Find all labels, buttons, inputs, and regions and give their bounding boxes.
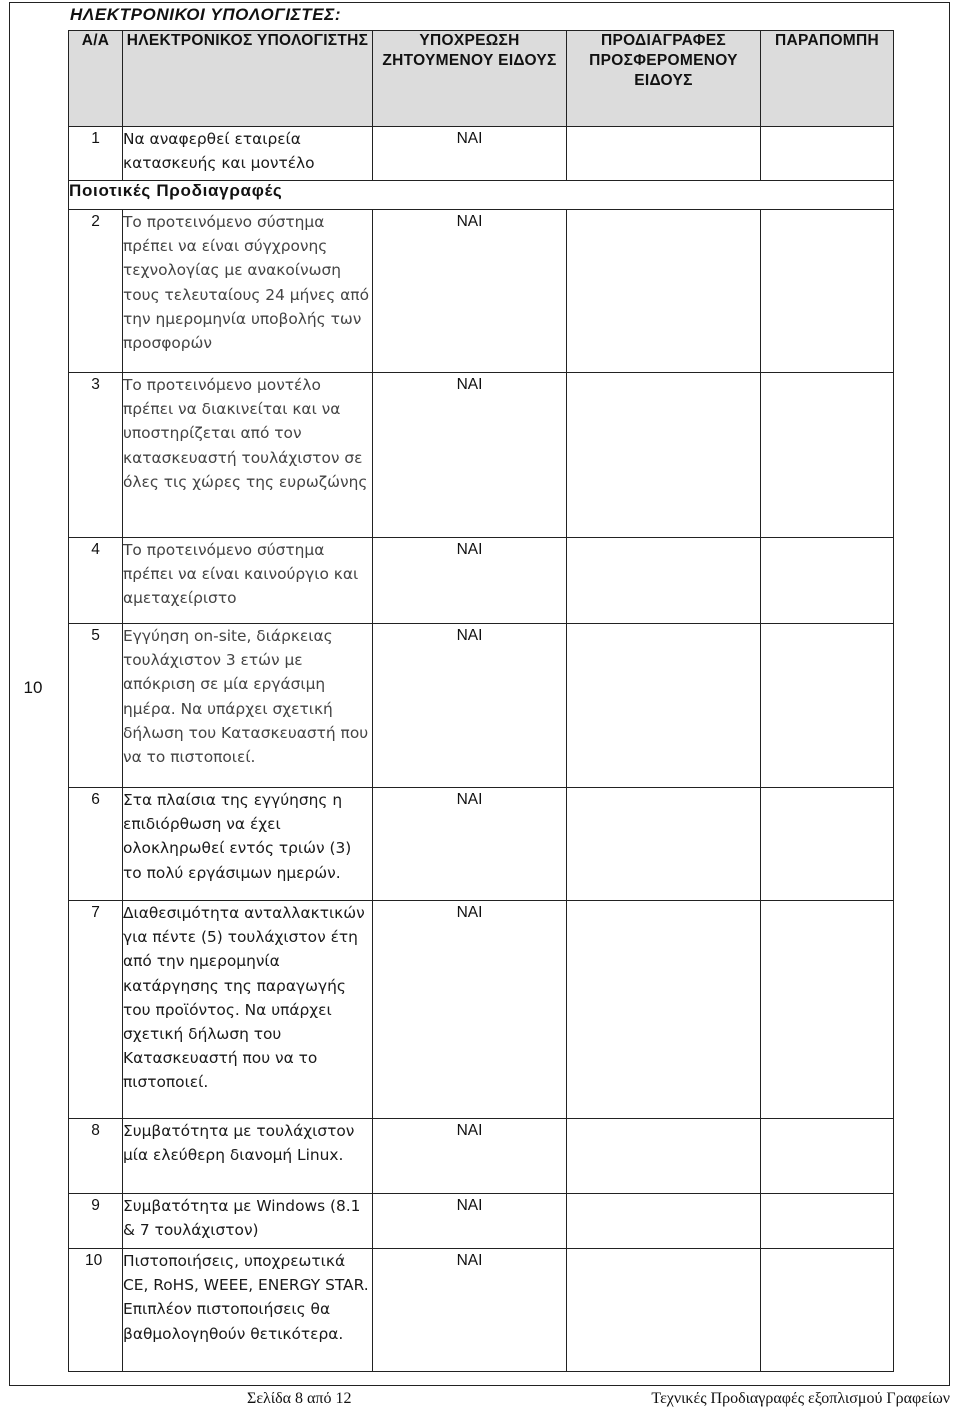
row-number: 5 bbox=[69, 624, 123, 788]
row-required-value: ΝΑΙ bbox=[373, 127, 567, 181]
header-required: ΥΠΟΧΡΕΩΣΗ ΖΗΤΟΥΜΕΝΟΥ ΕΙΔΟΥΣ bbox=[373, 31, 567, 127]
specifications-table bbox=[68, 30, 894, 1372]
header-offered: ΠΡΟΔΙΑΓΡΑΦΕΣ ΠΡΟΣΦΕΡΟΜΕΝΟΥ ΕΙΔΟΥΣ bbox=[567, 31, 761, 127]
row-number: 8 bbox=[69, 1119, 123, 1194]
row-offered-cell bbox=[567, 538, 761, 624]
row-description: Πιστοποιήσεις, υποχρεωτικά CE, RoHS, WEEE, ENERGY STAR. Επιπλέον πιστοποιήσεις θα βαθμολογηθούν θετικότερα. bbox=[123, 1249, 373, 1372]
row-offered-cell bbox=[567, 901, 761, 1119]
row-reference-cell bbox=[761, 901, 894, 1119]
section-title: Ποιοτικές Προδιαγραφές bbox=[69, 181, 894, 210]
row-description: Συμβατότητα με τουλάχιστον μία ελεύθερη διανομή Linux. bbox=[123, 1119, 373, 1194]
row-number: 6 bbox=[69, 788, 123, 901]
section-row bbox=[69, 181, 894, 210]
row-description: Συμβατότητα με Windows (8.1 & 7 τουλάχιστον) bbox=[123, 1194, 373, 1249]
table-row bbox=[69, 1249, 894, 1372]
row-offered-cell bbox=[567, 624, 761, 788]
row-reference-cell bbox=[761, 624, 894, 788]
row-reference-cell bbox=[761, 210, 894, 373]
row-required-value: ΝΑΙ bbox=[373, 538, 567, 624]
row-reference-cell bbox=[761, 1119, 894, 1194]
table-row bbox=[69, 127, 894, 181]
row-number: 10 bbox=[69, 1249, 123, 1372]
table-row bbox=[69, 538, 894, 624]
document-title: ΗΛΕΚΤΡΟΝΙΚΟΙ ΥΠΟΛΟΓΙΣΤΕΣ: bbox=[70, 5, 342, 24]
table-row bbox=[69, 210, 894, 373]
row-required-value: ΝΑΙ bbox=[373, 788, 567, 901]
row-number: 7 bbox=[69, 901, 123, 1119]
row-number: 2 bbox=[69, 210, 123, 373]
row-offered-cell bbox=[567, 127, 761, 181]
row-number: 1 bbox=[69, 127, 123, 181]
row-offered-cell bbox=[567, 1194, 761, 1249]
row-required-value: ΝΑΙ bbox=[373, 373, 567, 538]
row-description: Να αναφερθεί εταιρεία κατασκευής και μοντέλο bbox=[123, 127, 373, 181]
row-required-value: ΝΑΙ bbox=[373, 624, 567, 788]
row-reference-cell bbox=[761, 373, 894, 538]
section-number: 10 bbox=[23, 678, 43, 697]
header-item: ΗΛΕΚΤΡΟΝΙΚΟΣ ΥΠΟΛΟΓΙΣΤΗΣ bbox=[123, 31, 373, 127]
footer-page-number: Σελίδα 8 από 12 bbox=[247, 1390, 352, 1407]
table-row bbox=[69, 788, 894, 901]
row-offered-cell bbox=[567, 373, 761, 538]
row-number: 3 bbox=[69, 373, 123, 538]
header-reference: ΠΑΡΑΠΟΜΠΗ bbox=[761, 31, 894, 127]
header-aa: Α/Α bbox=[69, 31, 123, 127]
row-offered-cell bbox=[567, 210, 761, 373]
table-row bbox=[69, 1119, 894, 1194]
row-description: Το προτεινόμενο σύστημα πρέπει να είναι σύγχρονης τεχνολογίας με ανακοίνωση τους τελευταίους 24 μήνες από την ημερομηνία υποβολής των προσφορών bbox=[123, 210, 373, 373]
row-description: Το προτεινόμενο μοντέλο πρέπει να διακινείται και να υποστηρίζεται από τον κατασκευαστή τουλάχιστον σε όλες τις χώρες της ευρωζώνης bbox=[123, 373, 373, 538]
row-required-value: ΝΑΙ bbox=[373, 1194, 567, 1249]
row-reference-cell bbox=[761, 538, 894, 624]
footer-document-title: Τεχνικές Προδιαγραφές εξοπλισμού Γραφείων bbox=[651, 1390, 950, 1407]
row-offered-cell bbox=[567, 788, 761, 901]
row-required-value: ΝΑΙ bbox=[373, 1249, 567, 1372]
table-row bbox=[69, 373, 894, 538]
row-reference-cell bbox=[761, 788, 894, 901]
table-header-row bbox=[69, 31, 894, 127]
row-required-value: ΝΑΙ bbox=[373, 210, 567, 373]
row-reference-cell bbox=[761, 1249, 894, 1372]
row-description: Εγγύηση on-site, διάρκειας τουλάχιστον 3 ετών με απόκριση σε μία εργάσιμη ημέρα. Να υπάρχει σχετική δήλωση του Κατασκευαστή που να το πιστοποιεί. bbox=[123, 624, 373, 788]
row-number: 4 bbox=[69, 538, 123, 624]
table-row bbox=[69, 901, 894, 1119]
row-required-value: ΝΑΙ bbox=[373, 901, 567, 1119]
row-reference-cell bbox=[761, 127, 894, 181]
row-offered-cell bbox=[567, 1119, 761, 1194]
row-description: Στα πλαίσια της εγγύησης η επιδιόρθωση να έχει ολοκληρωθεί εντός τριών (3) το πολύ εργάσιμων ημερών. bbox=[123, 788, 373, 901]
row-description: Διαθεσιμότητα ανταλλακτικών για πέντε (5) τουλάχιστον έτη από την ημερομηνία κατάργησης της παραγωγής του προϊόντος. Να υπάρχει σχετική δήλωση του Κατασκευαστή που να το πιστοποιεί. bbox=[123, 901, 373, 1119]
table-row bbox=[69, 624, 894, 788]
row-reference-cell bbox=[761, 1194, 894, 1249]
row-required-value: ΝΑΙ bbox=[373, 1119, 567, 1194]
row-offered-cell bbox=[567, 1249, 761, 1372]
row-description: Το προτεινόμενο σύστημα πρέπει να είναι καινούργιο και αμεταχείριστο bbox=[123, 538, 373, 624]
table-row bbox=[69, 1194, 894, 1249]
row-number: 9 bbox=[69, 1194, 123, 1249]
